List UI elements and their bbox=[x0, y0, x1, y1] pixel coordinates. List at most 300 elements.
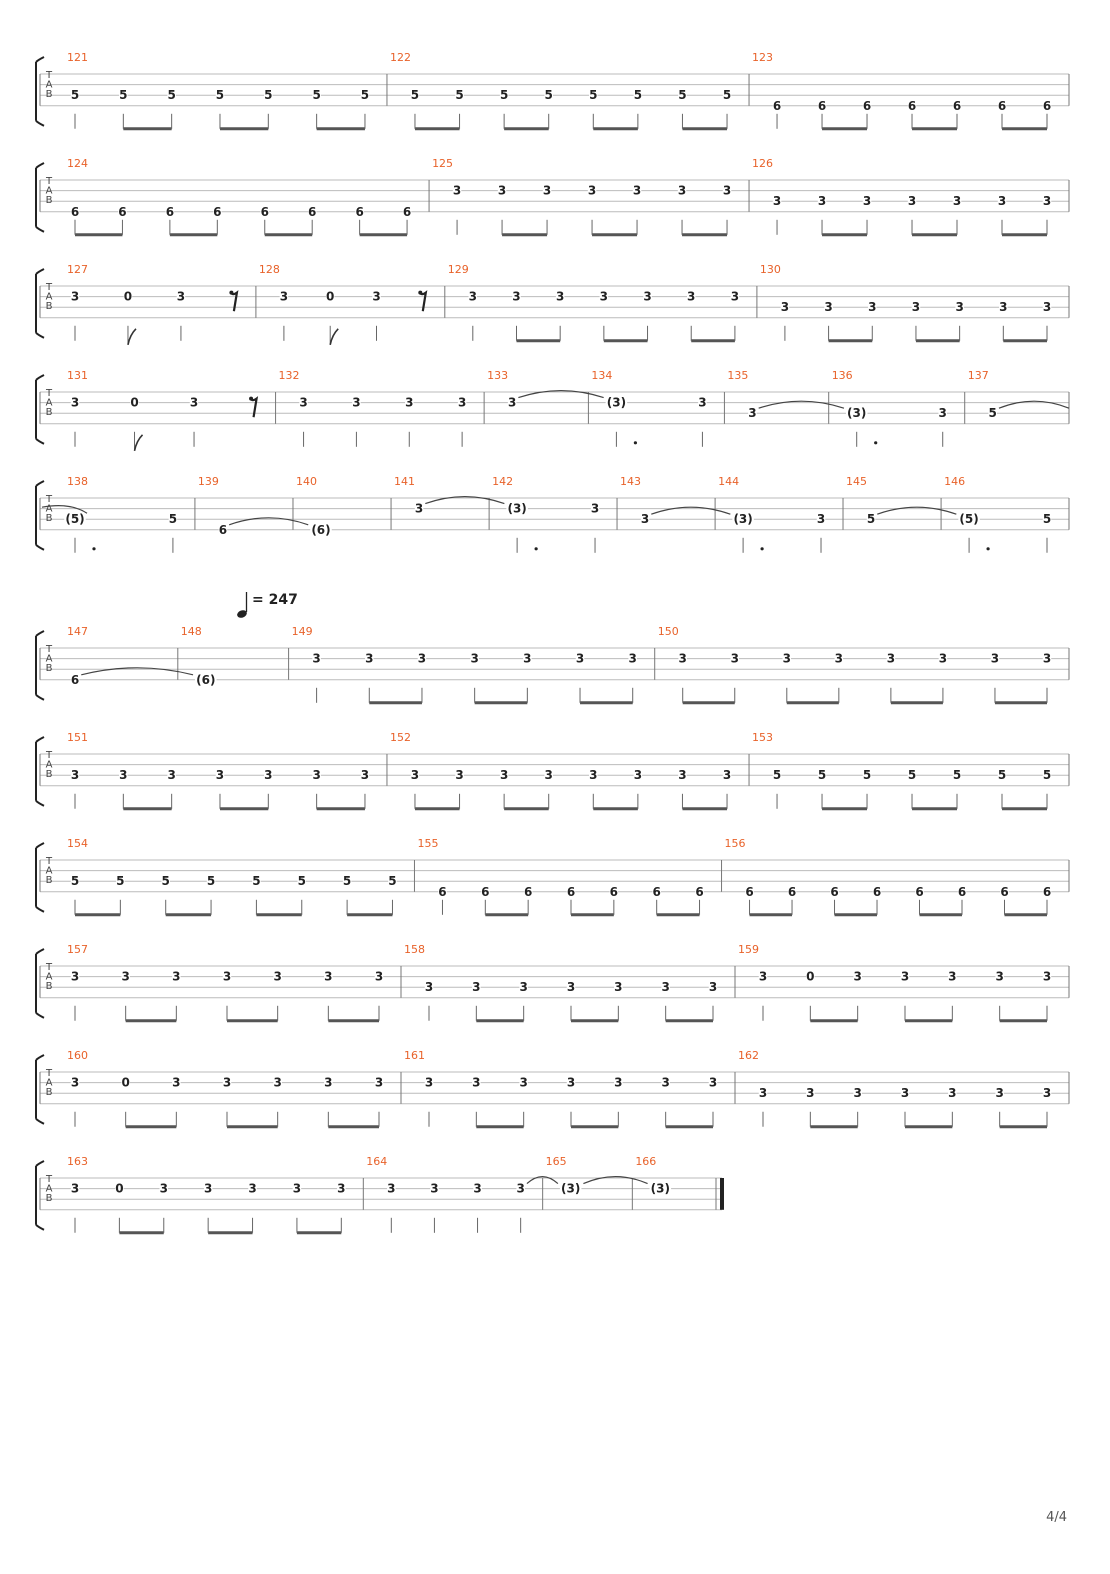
fret-number: 3 bbox=[452, 183, 462, 198]
fret-number: 5 bbox=[817, 768, 827, 783]
tab-system bbox=[36, 837, 1069, 915]
measure bbox=[404, 1049, 735, 1127]
fret-number: 3 bbox=[414, 501, 424, 516]
measure-number: 123 bbox=[752, 51, 774, 64]
fret-number: 3 bbox=[566, 1075, 576, 1090]
fret-number: 3 bbox=[772, 194, 782, 209]
fret-number: 5 bbox=[297, 874, 306, 889]
fret-number: 5 bbox=[862, 768, 872, 783]
fret-number: 3 bbox=[575, 651, 585, 666]
fret-number: 3 bbox=[172, 969, 181, 984]
fret-number: 3 bbox=[938, 651, 948, 666]
measure bbox=[229, 475, 391, 537]
fret-number: 3 bbox=[555, 289, 565, 304]
measure-number: 139 bbox=[197, 475, 219, 488]
measure-number: 136 bbox=[831, 369, 853, 382]
measure bbox=[518, 369, 724, 447]
fret-number: 3 bbox=[457, 395, 467, 410]
fret-number: (3) bbox=[733, 512, 753, 527]
measure-number: 138 bbox=[67, 475, 88, 488]
measure-number: 148 bbox=[180, 625, 202, 638]
measure bbox=[67, 1155, 363, 1233]
fret-number: 6 bbox=[213, 204, 222, 219]
measure-number: 158 bbox=[404, 943, 425, 956]
tab-system bbox=[36, 731, 1069, 809]
measure bbox=[425, 475, 617, 553]
fret-number: 5 bbox=[70, 88, 80, 103]
fret-number: (6) bbox=[311, 522, 331, 537]
fret-number: 3 bbox=[1042, 1086, 1052, 1101]
fret-number: 3 bbox=[678, 651, 687, 666]
fret-number: 3 bbox=[730, 289, 740, 304]
fret-number: 3 bbox=[997, 194, 1007, 209]
page-number: 4/4 bbox=[1046, 1510, 1067, 1525]
fret-number: 3 bbox=[816, 512, 826, 527]
tab-clef-letter: A bbox=[45, 1077, 53, 1089]
fret-number: 3 bbox=[222, 969, 232, 984]
fret-number: 3 bbox=[955, 300, 964, 315]
measure-number: 157 bbox=[67, 943, 88, 956]
fret-number: 3 bbox=[632, 183, 642, 198]
bracket-top-hook bbox=[36, 631, 44, 636]
measure-number: 150 bbox=[657, 625, 679, 638]
fret-number: 3 bbox=[614, 1075, 623, 1090]
measure-number: 143 bbox=[620, 475, 642, 488]
measure-number: 145 bbox=[846, 475, 868, 488]
fret-number: 3 bbox=[176, 289, 186, 304]
fret-number: 3 bbox=[834, 651, 844, 666]
tab-clef-letter: A bbox=[45, 1183, 53, 1195]
bracket-bottom-hook bbox=[36, 1119, 44, 1124]
fret-number: 3 bbox=[70, 1075, 80, 1090]
bracket-bottom-hook bbox=[36, 227, 44, 232]
fret-number: 3 bbox=[337, 1181, 346, 1196]
fret-number: 3 bbox=[499, 768, 509, 783]
fret-number: 6 bbox=[907, 98, 917, 113]
fret-number: 6 bbox=[830, 884, 839, 899]
fret-number: 5 bbox=[388, 874, 397, 889]
bracket-top-hook bbox=[36, 163, 44, 168]
fret-number: 3 bbox=[678, 768, 687, 783]
fret-number: 5 bbox=[360, 88, 370, 103]
tab-clef-letter: T bbox=[45, 388, 53, 399]
measure bbox=[394, 475, 489, 530]
fret-number: (6) bbox=[196, 672, 216, 687]
note-flag-icon bbox=[135, 435, 143, 451]
fret-number: 3 bbox=[374, 969, 384, 984]
fret-number: 5 bbox=[206, 874, 216, 889]
fret-number: 0 bbox=[130, 395, 139, 410]
fret-number: 0 bbox=[806, 969, 815, 984]
measure bbox=[760, 263, 1069, 341]
fret-number: 3 bbox=[167, 768, 176, 783]
fret-number: 5 bbox=[215, 88, 225, 103]
tab-clef-letter: T bbox=[45, 176, 53, 187]
fret-number: 6 bbox=[1042, 98, 1052, 113]
tab-clef-letter: B bbox=[45, 981, 53, 992]
fret-number: 6 bbox=[438, 884, 447, 899]
fret-number: 3 bbox=[512, 289, 521, 304]
measure bbox=[752, 51, 1069, 129]
eighth-rest-icon bbox=[231, 293, 237, 312]
fret-number: 3 bbox=[70, 289, 80, 304]
fret-number: 6 bbox=[772, 98, 782, 113]
measure bbox=[752, 731, 1069, 809]
tab-clef-letter: A bbox=[45, 653, 53, 665]
fret-number: 3 bbox=[519, 980, 528, 995]
measure-number: 144 bbox=[718, 475, 740, 488]
fret-number: 6 bbox=[745, 884, 754, 899]
rest-dot bbox=[229, 291, 233, 295]
tab-system bbox=[36, 157, 1069, 235]
fret-number: 0 bbox=[115, 1181, 124, 1196]
measure-number: 162 bbox=[738, 1049, 759, 1062]
measure bbox=[727, 369, 828, 424]
fret-number: 3 bbox=[589, 768, 598, 783]
fret-number: 3 bbox=[507, 395, 517, 410]
fret-number: 3 bbox=[172, 1075, 181, 1090]
fret-number: 6 bbox=[817, 98, 827, 113]
measure bbox=[487, 369, 588, 424]
tab-system bbox=[36, 1049, 1069, 1127]
fret-number: 3 bbox=[730, 651, 739, 666]
tab-clef-letter: T bbox=[45, 644, 53, 655]
fret-number: 3 bbox=[643, 289, 652, 304]
fret-number: 3 bbox=[780, 300, 790, 315]
tab-clef-letter: T bbox=[45, 750, 53, 761]
measure-number: 152 bbox=[389, 731, 411, 744]
measure-number: 134 bbox=[591, 369, 613, 382]
fret-number: 3 bbox=[722, 768, 732, 783]
tab-clef-letter: A bbox=[45, 759, 53, 771]
tab-clef-letter: A bbox=[45, 185, 53, 197]
fret-number: 6 bbox=[957, 884, 967, 899]
fret-number: 3 bbox=[273, 1075, 282, 1090]
fret-number: 5 bbox=[312, 88, 321, 103]
fret-number: 3 bbox=[516, 1181, 525, 1196]
fret-number: (3) bbox=[507, 501, 527, 516]
fret-number: 3 bbox=[299, 395, 308, 410]
fret-number: 3 bbox=[661, 1075, 670, 1090]
fret-number: 3 bbox=[405, 395, 414, 410]
bracket-top-hook bbox=[36, 269, 44, 274]
measure bbox=[752, 157, 1069, 235]
fret-number: 5 bbox=[161, 874, 170, 889]
measure bbox=[67, 51, 387, 129]
fret-number: 3 bbox=[995, 969, 1004, 984]
tab-clef-letter: T bbox=[45, 494, 53, 505]
fret-number: 3 bbox=[758, 969, 768, 984]
measure bbox=[292, 625, 655, 703]
fret-number: 3 bbox=[360, 768, 370, 783]
fret-number: 3 bbox=[614, 980, 623, 995]
rest-dot bbox=[418, 291, 422, 295]
fret-number: 3 bbox=[938, 406, 947, 421]
fret-number: 5 bbox=[252, 874, 261, 889]
fret-number: 3 bbox=[628, 651, 637, 666]
tab-clef-letter: T bbox=[45, 70, 53, 81]
tab-clef-letter: T bbox=[45, 1174, 53, 1185]
fret-number: 3 bbox=[687, 289, 696, 304]
fret-number: 6 bbox=[1042, 884, 1052, 899]
fret-number: 6 bbox=[308, 204, 317, 219]
tab-system bbox=[36, 475, 1069, 553]
measure bbox=[198, 475, 293, 537]
dotted-note-dot bbox=[874, 441, 877, 444]
fret-number: 3 bbox=[995, 1086, 1004, 1101]
tab-clef-letter: B bbox=[45, 407, 53, 418]
fret-number: 3 bbox=[952, 194, 962, 209]
tab-clef-letter: B bbox=[45, 875, 53, 886]
measure-number: 137 bbox=[967, 369, 989, 382]
measure-number: 126 bbox=[752, 157, 774, 170]
fret-number: 3 bbox=[853, 969, 862, 984]
bracket-bottom-hook bbox=[36, 1013, 44, 1018]
measure-number: 125 bbox=[432, 157, 454, 170]
measure-number: 163 bbox=[67, 1155, 88, 1168]
fret-number: 3 bbox=[948, 969, 957, 984]
fret-number: 3 bbox=[324, 969, 333, 984]
fret-number: 5 bbox=[410, 88, 420, 103]
fret-number: 3 bbox=[372, 289, 381, 304]
bracket-top-hook bbox=[36, 375, 44, 380]
fret-number: 3 bbox=[215, 768, 225, 783]
fret-number: 5 bbox=[678, 88, 687, 103]
fret-number: (3) bbox=[650, 1181, 670, 1196]
fret-number: 3 bbox=[248, 1181, 257, 1196]
fret-number: 3 bbox=[907, 194, 917, 209]
measure bbox=[390, 731, 749, 809]
fret-number: 3 bbox=[1042, 300, 1052, 315]
measure-number: 154 bbox=[67, 837, 88, 850]
fret-number: 3 bbox=[70, 768, 80, 783]
measure bbox=[417, 837, 721, 915]
fret-number: 3 bbox=[279, 289, 289, 304]
fret-number: 3 bbox=[566, 980, 576, 995]
fret-number: 6 bbox=[652, 884, 661, 899]
fret-number: 6 bbox=[695, 884, 704, 899]
fret-number: 5 bbox=[342, 874, 352, 889]
measure bbox=[877, 475, 1069, 553]
fret-number: 3 bbox=[806, 1086, 815, 1101]
fret-number: 5 bbox=[866, 512, 876, 527]
fret-number: 3 bbox=[886, 651, 896, 666]
fret-number: 3 bbox=[473, 1181, 482, 1196]
fret-number: 5 bbox=[264, 88, 273, 103]
fret-number: 3 bbox=[1042, 969, 1052, 984]
measure-number: 128 bbox=[258, 263, 280, 276]
bracket-top-hook bbox=[36, 481, 44, 486]
fret-number: 6 bbox=[566, 884, 576, 899]
fret-number: 0 bbox=[326, 289, 335, 304]
measure-number: 160 bbox=[67, 1049, 88, 1062]
fret-number: 3 bbox=[748, 406, 757, 421]
fret-number: 3 bbox=[661, 980, 670, 995]
measure-number: 124 bbox=[67, 157, 88, 170]
fret-number: 3 bbox=[544, 768, 553, 783]
fret-number: 3 bbox=[424, 980, 434, 995]
measure bbox=[759, 369, 965, 447]
fret-number: 6 bbox=[862, 98, 872, 113]
measure bbox=[259, 263, 445, 345]
bracket-bottom-hook bbox=[36, 1225, 44, 1230]
fret-number: 3 bbox=[222, 1075, 232, 1090]
rest-dot bbox=[249, 397, 253, 401]
tab-system bbox=[36, 369, 1069, 451]
fret-number: 3 bbox=[159, 1181, 168, 1196]
bracket-bottom-hook bbox=[36, 121, 44, 126]
fret-number: 5 bbox=[167, 88, 176, 103]
tab-clef-letter: A bbox=[45, 291, 53, 303]
fret-number: 3 bbox=[817, 194, 827, 209]
fret-number: 5 bbox=[116, 874, 125, 889]
measure bbox=[846, 475, 941, 530]
fret-number: 3 bbox=[365, 651, 374, 666]
tab-clef-letter: B bbox=[45, 195, 53, 206]
fret-number: 3 bbox=[824, 300, 833, 315]
fret-number: 3 bbox=[633, 768, 643, 783]
note-flag-icon bbox=[330, 329, 338, 345]
fret-number: 0 bbox=[121, 1075, 130, 1090]
dotted-note-dot bbox=[92, 547, 95, 550]
tab-clef-letter: B bbox=[45, 1193, 53, 1204]
fret-number: 3 bbox=[417, 651, 427, 666]
measure bbox=[67, 263, 256, 345]
fret-number: 3 bbox=[424, 1075, 434, 1090]
fret-number: 6 bbox=[218, 522, 228, 537]
measure-number: 156 bbox=[724, 837, 746, 850]
measure-number: 149 bbox=[291, 625, 313, 638]
fret-number: 3 bbox=[374, 1075, 384, 1090]
fret-number: 3 bbox=[999, 300, 1008, 315]
measure bbox=[725, 837, 1069, 915]
fret-number: 3 bbox=[324, 1075, 333, 1090]
fret-number: (3) bbox=[560, 1181, 581, 1196]
tab-clef-letter: A bbox=[45, 971, 53, 983]
fret-number: 3 bbox=[519, 1075, 528, 1090]
tab-clef-letter: B bbox=[45, 1087, 53, 1098]
fret-number: (3) bbox=[606, 395, 627, 410]
measure bbox=[64, 475, 195, 553]
measure-number: 129 bbox=[447, 263, 469, 276]
fret-number: 6 bbox=[118, 204, 127, 219]
measure bbox=[67, 157, 429, 235]
fret-number: 3 bbox=[121, 969, 130, 984]
tab-clef-letter: B bbox=[45, 513, 53, 524]
fret-number: 3 bbox=[599, 289, 609, 304]
tab-clef-letter: T bbox=[45, 856, 53, 867]
bracket-bottom-hook bbox=[36, 801, 44, 806]
fret-number: 6 bbox=[609, 884, 619, 899]
fret-number: 6 bbox=[70, 204, 80, 219]
measure bbox=[620, 475, 715, 530]
fret-number: 3 bbox=[430, 1181, 439, 1196]
fret-number: 3 bbox=[312, 768, 321, 783]
tab-clef-letter: T bbox=[45, 1068, 53, 1079]
bracket-bottom-hook bbox=[36, 333, 44, 338]
fret-number: 5 bbox=[952, 768, 962, 783]
measure-number: 164 bbox=[366, 1155, 388, 1168]
measure-number: 142 bbox=[492, 475, 514, 488]
tab-system bbox=[36, 943, 1069, 1021]
fret-number: 3 bbox=[911, 300, 921, 315]
dotted-note-dot bbox=[761, 547, 764, 550]
fret-number: 5 bbox=[1042, 512, 1052, 527]
fret-number: 3 bbox=[472, 1075, 481, 1090]
fret-number: 5 bbox=[544, 88, 553, 103]
fret-number: 3 bbox=[468, 289, 477, 304]
fret-number: 6 bbox=[787, 884, 797, 899]
fret-number: (5) bbox=[65, 512, 85, 527]
fret-number: 5 bbox=[168, 512, 178, 527]
bracket-top-hook bbox=[36, 57, 44, 62]
fret-number: 3 bbox=[868, 300, 877, 315]
tab-clef-letter: B bbox=[45, 769, 53, 780]
measure bbox=[67, 943, 401, 1021]
measure bbox=[738, 943, 1069, 1021]
measure-number: 159 bbox=[738, 943, 759, 956]
fret-number: 3 bbox=[677, 183, 687, 198]
measure-number: 122 bbox=[389, 51, 411, 64]
dotted-note-dot bbox=[986, 547, 989, 550]
measure-number: 147 bbox=[67, 625, 88, 638]
measure bbox=[67, 837, 414, 915]
fret-number: 3 bbox=[497, 183, 507, 198]
fret-number: 5 bbox=[722, 88, 732, 103]
fret-number: 6 bbox=[70, 672, 80, 687]
measure-number: 151 bbox=[67, 731, 88, 744]
bracket-top-hook bbox=[36, 949, 44, 954]
fret-number: (3) bbox=[847, 406, 867, 421]
measure-number: 166 bbox=[635, 1155, 657, 1168]
fret-number: 6 bbox=[355, 204, 364, 219]
fret-number: 3 bbox=[455, 768, 464, 783]
fret-number: 6 bbox=[165, 204, 175, 219]
fret-number: 3 bbox=[472, 980, 481, 995]
eighth-rest-icon bbox=[251, 399, 257, 418]
fret-number: (5) bbox=[959, 512, 979, 527]
fret-number: 3 bbox=[708, 980, 718, 995]
fret-number: 3 bbox=[352, 395, 361, 410]
fret-number: 3 bbox=[948, 1086, 957, 1101]
tab-system bbox=[36, 1155, 722, 1233]
measure-number: 155 bbox=[417, 837, 439, 850]
bracket-top-hook bbox=[36, 843, 44, 848]
fret-number: 3 bbox=[722, 183, 732, 198]
fret-number: 5 bbox=[1042, 768, 1052, 783]
fret-number: 6 bbox=[402, 204, 412, 219]
fret-number: 6 bbox=[1000, 884, 1009, 899]
tab-clef-letter: A bbox=[45, 397, 53, 409]
fret-number: 6 bbox=[952, 98, 962, 113]
tempo-marking bbox=[236, 592, 298, 619]
tempo-value: = 247 bbox=[252, 592, 298, 608]
fret-number: 6 bbox=[481, 884, 490, 899]
fret-number: 3 bbox=[70, 969, 80, 984]
tab-clef-letter: A bbox=[45, 865, 53, 877]
bracket-top-hook bbox=[36, 1161, 44, 1166]
bracket-bottom-hook bbox=[36, 907, 44, 912]
tab-clef-letter: T bbox=[45, 282, 53, 293]
measure-number: 135 bbox=[727, 369, 749, 382]
fret-number: 3 bbox=[900, 1086, 910, 1101]
fret-number: 5 bbox=[499, 88, 509, 103]
eighth-rest-icon bbox=[420, 293, 426, 312]
fret-number: 3 bbox=[264, 768, 273, 783]
fret-number: 3 bbox=[853, 1086, 862, 1101]
fret-number: 3 bbox=[1042, 651, 1052, 666]
fret-number: 3 bbox=[273, 969, 282, 984]
